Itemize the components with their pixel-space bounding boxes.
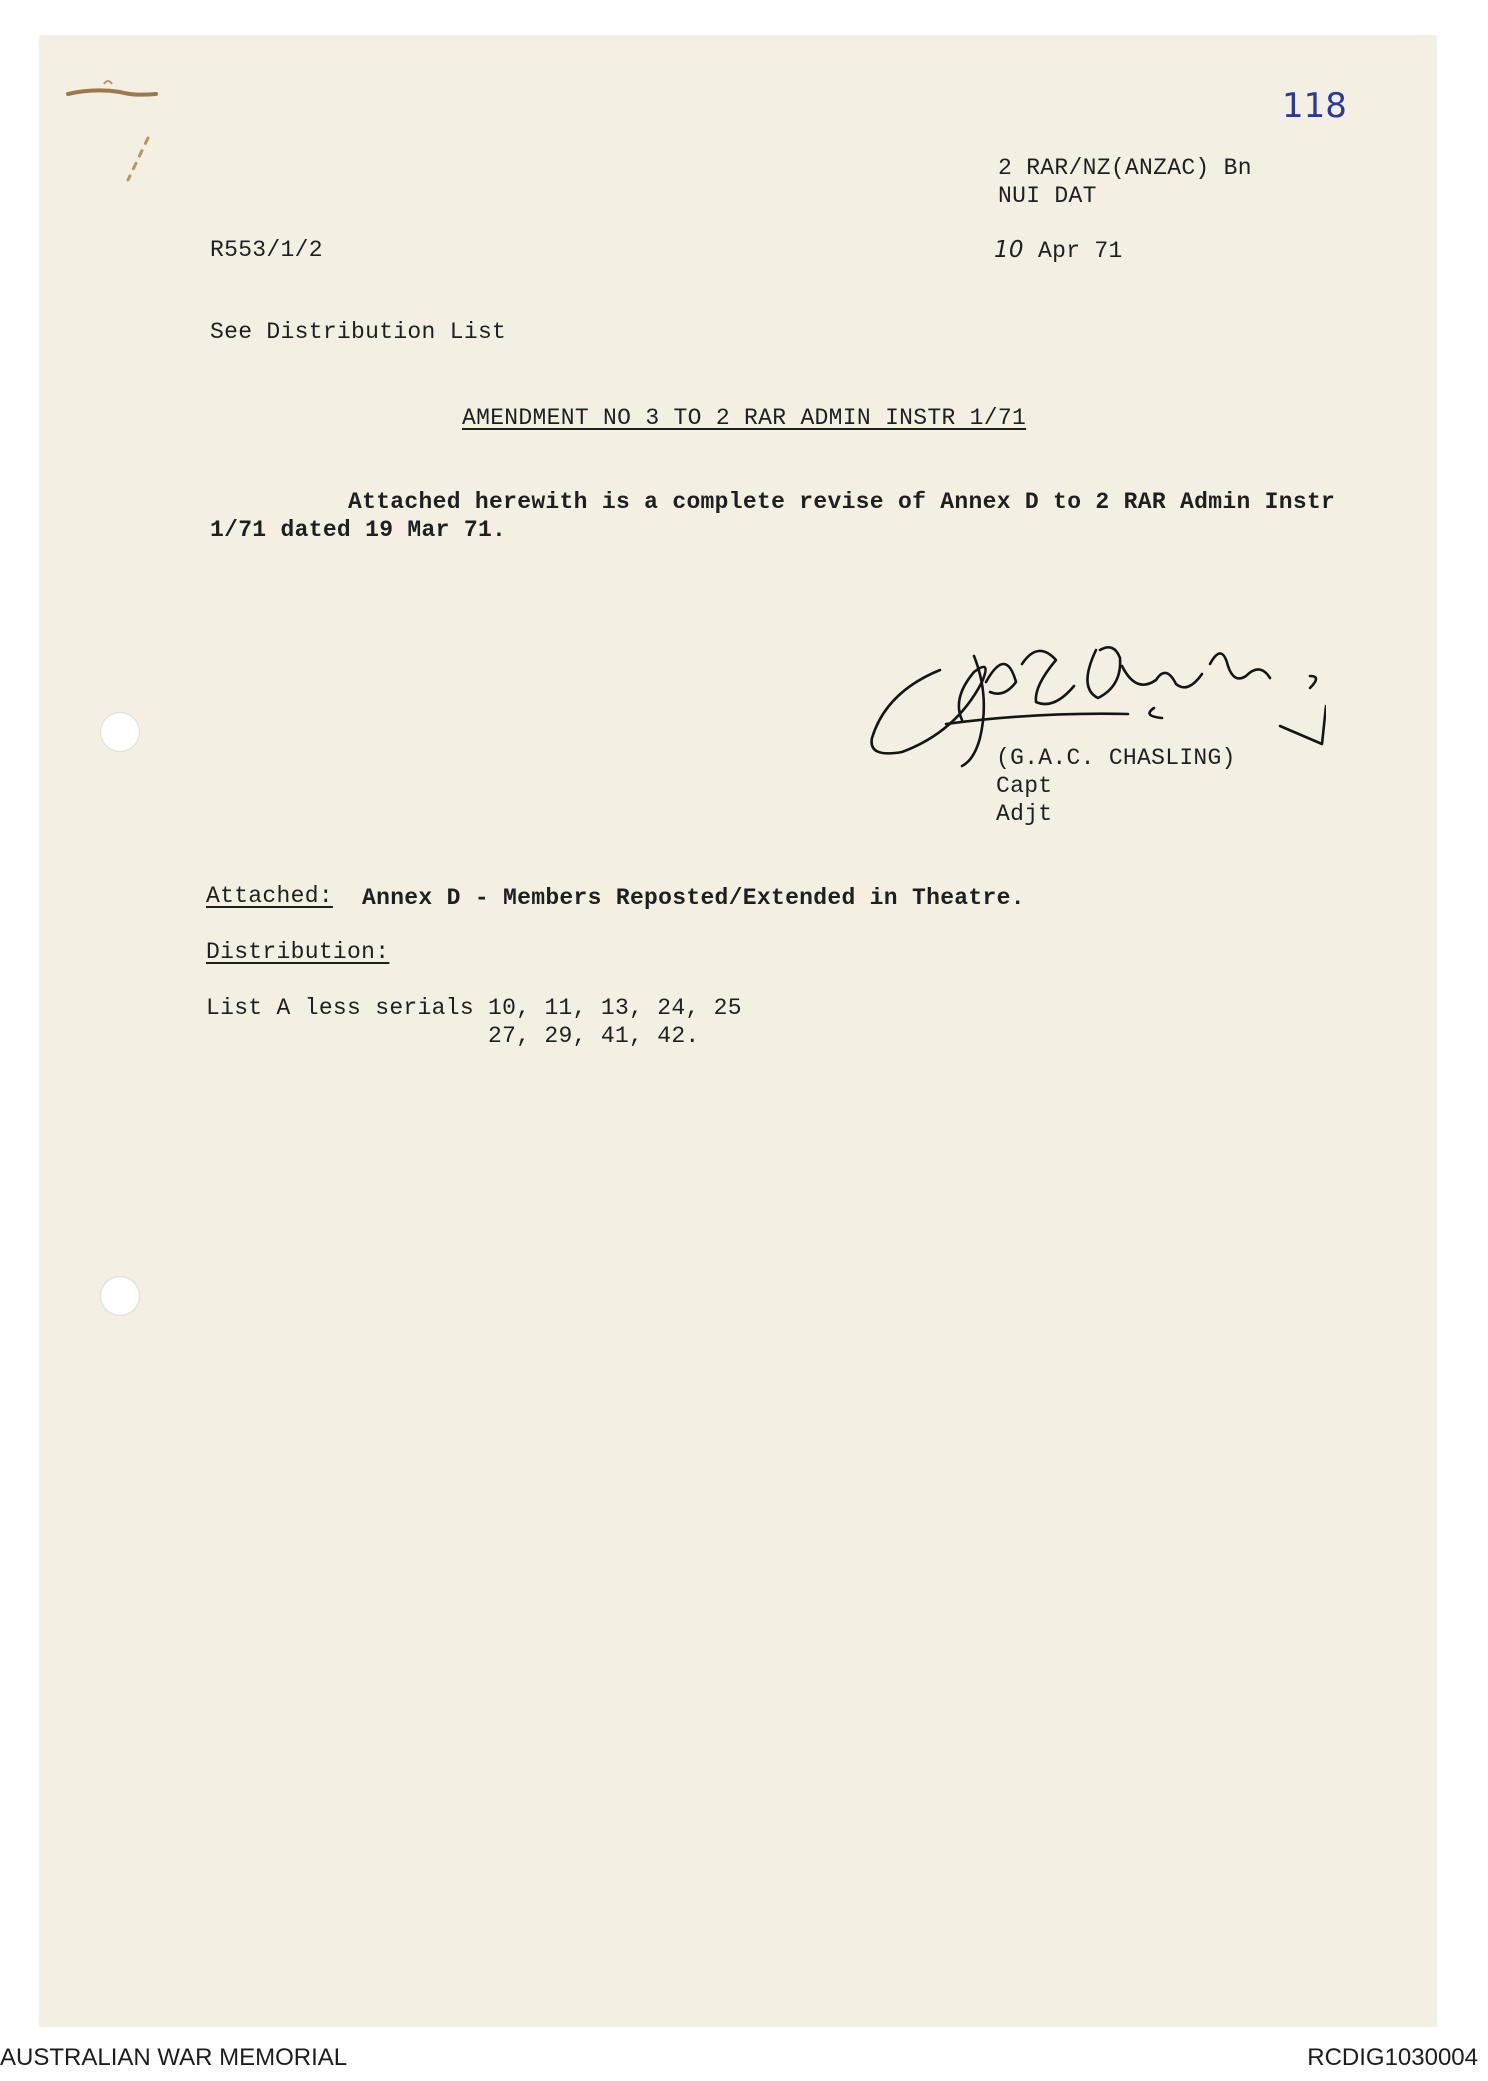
- attached-text: Annex D - Members Reposted/Extended in Theatre.: [362, 885, 1025, 911]
- distribution-line-1: List A less serials 10, 11, 13, 24, 25: [206, 995, 742, 1021]
- file-reference: R553/1/2: [210, 237, 323, 263]
- body-paragraph-line-1: Attached herewith is a complete revise of Annex D to 2 RAR Admin Instr: [348, 489, 1336, 515]
- unit-location: NUI DAT: [998, 183, 1097, 209]
- footer-archive-name: AUSTRALIAN WAR MEMORIAL: [0, 2044, 348, 2071]
- document-date: [994, 236, 1123, 265]
- body-paragraph-line-2: 1/71 dated 19 Mar 71.: [210, 517, 507, 543]
- footer-record-id: RCDIG1030004: [1307, 2044, 1478, 2071]
- punch-hole-top: [100, 712, 140, 752]
- distribution-line-2: 27, 29, 41, 42.: [488, 1023, 700, 1049]
- addressee: See Distribution List: [210, 319, 507, 345]
- signatory-appointment: Adjt: [996, 801, 1053, 827]
- signatory-name: (G.A.C. CHASLING): [996, 745, 1236, 771]
- date-day: 10: [994, 237, 1024, 263]
- folio-number: 118: [1282, 86, 1347, 126]
- unit-name: 2 RAR/NZ(ANZAC) Bn: [998, 155, 1252, 181]
- staple-mark: [64, 76, 174, 186]
- document-title: AMENDMENT NO 3 TO 2 RAR ADMIN INSTR 1/71: [462, 405, 1027, 431]
- punch-hole-bottom: [100, 1276, 140, 1316]
- signatory-rank: Capt: [996, 773, 1053, 799]
- attached-label: Attached:: [206, 883, 333, 909]
- distribution-label: Distribution:: [206, 939, 390, 965]
- date-month-year: Apr 71: [1037, 238, 1123, 264]
